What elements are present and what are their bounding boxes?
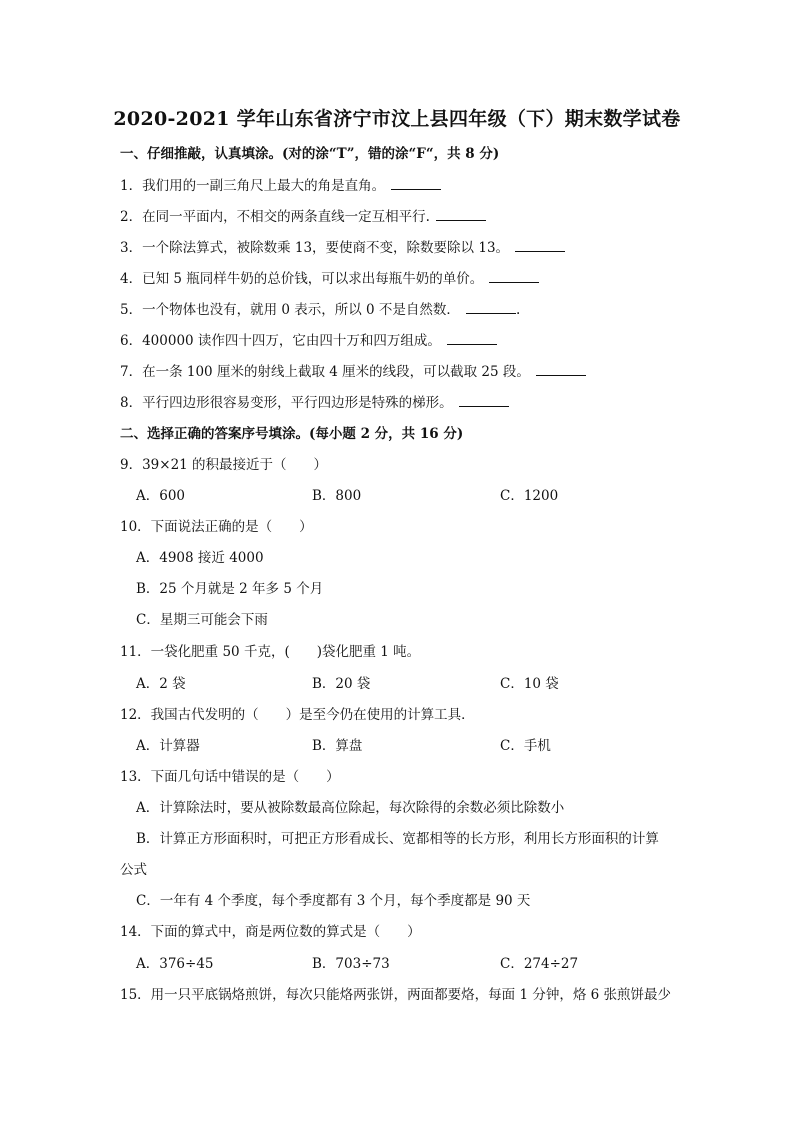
question-stem: 13．下面几句话中错误的是（ ） <box>120 769 340 785</box>
question-stem: 10．下面说法正确的是（ ） <box>120 519 313 535</box>
option-c[interactable]: C．10 袋 <box>500 676 559 692</box>
list-item: 5．一个物体也没有，就用 0 表示，所以 0 不是自然数． . <box>120 299 520 320</box>
option-a[interactable]: A．2 袋 <box>136 676 186 692</box>
list-item: 4．已知 5 瓶同样牛奶的总价钱，可以求出每瓶牛奶的单价。 <box>120 268 539 289</box>
page-title: 2020-2021 学年山东省济宁市汶上县四年级（下）期末数学试卷 <box>113 108 681 130</box>
answer-blank[interactable] <box>391 175 441 190</box>
list-item: 3．一个除法算式，被除数乘 13，要使商不变，除数要除以 13。 <box>120 237 565 258</box>
option-a[interactable]: A．计算除法时，要从被除数最高位除起，每次除得的余数必须比除数小 <box>136 800 565 816</box>
list-item: 2．在同一平面内，不相交的两条直线一定互相平行. <box>120 206 486 227</box>
answer-blank[interactable] <box>436 206 486 221</box>
option-c[interactable]: C．1200 <box>500 488 559 504</box>
question-stem: 14．下面的算式中，商是两位数的算式是（ ） <box>120 924 421 940</box>
option-c[interactable]: C．星期三可能会下雨 <box>136 612 268 628</box>
option-b[interactable]: B．20 袋 <box>312 676 371 692</box>
option-b[interactable]: B．800 <box>312 488 362 504</box>
option-a[interactable]: A．计算器 <box>136 738 200 754</box>
list-item: 6．400000 读作四十四万，它由四十万和四万组成。 <box>120 330 497 351</box>
option-a[interactable]: A．376÷45 <box>136 956 214 972</box>
question-stem: 9．39×21 的积最接近于（ ） <box>120 457 328 473</box>
list-item: 1．我们用的一副三角尺上最大的角是直角。 <box>120 175 441 196</box>
question-stem: 11．一袋化肥重 50 千克，( )袋化肥重 1 吨。 <box>120 644 421 660</box>
answer-blank[interactable] <box>459 392 509 407</box>
option-c[interactable]: C．一年有 4 个季度，每个季度都有 3 个月，每个季度都是 90 天 <box>136 893 531 909</box>
section-heading: 一、仔细推敲，认真填涂。(对的涂“T”，错的涂“F“，共 8 分) <box>120 146 500 162</box>
option-b[interactable]: B．25 个月就是 2 年多 5 个月 <box>136 581 324 597</box>
option-a[interactable]: A．4908 接近 4000 <box>136 550 264 566</box>
question-stem: 12．我国古代发明的（ ）是至今仍在使用的计算工具． <box>120 707 475 723</box>
list-item: 7．在一条 100 厘米的射线上截取 4 厘米的线段，可以截取 25 段。 <box>120 361 586 382</box>
option-b[interactable]: B．算盘 <box>312 738 363 754</box>
section-heading: 二、选择正确的答案序号填涂。(每小题 2 分，共 16 分) <box>120 426 464 442</box>
answer-blank[interactable] <box>536 361 586 376</box>
option-b-continued: 公式 <box>120 862 147 878</box>
option-b[interactable]: B．703÷73 <box>312 956 390 972</box>
answer-blank[interactable] <box>447 330 497 345</box>
option-a[interactable]: A．600 <box>136 488 186 504</box>
list-item: 8．平行四边形很容易变形，平行四边形是特殊的梯形。 <box>120 392 509 413</box>
option-c[interactable]: C．274÷27 <box>500 956 579 972</box>
option-b[interactable]: B．计算正方形面积时，可把正方形看成长、宽都相等的长方形，利用长方形面积的计算 <box>136 831 659 847</box>
answer-blank[interactable] <box>489 268 539 283</box>
answer-blank[interactable] <box>515 237 565 252</box>
answer-blank[interactable] <box>466 299 516 314</box>
option-c[interactable]: C．手机 <box>500 738 551 754</box>
question-stem: 15．用一只平底锅烙煎饼，每次只能烙两张饼，两面都要烙，每面 1 分钟，烙 6 张煎饼最少 <box>120 987 672 1003</box>
